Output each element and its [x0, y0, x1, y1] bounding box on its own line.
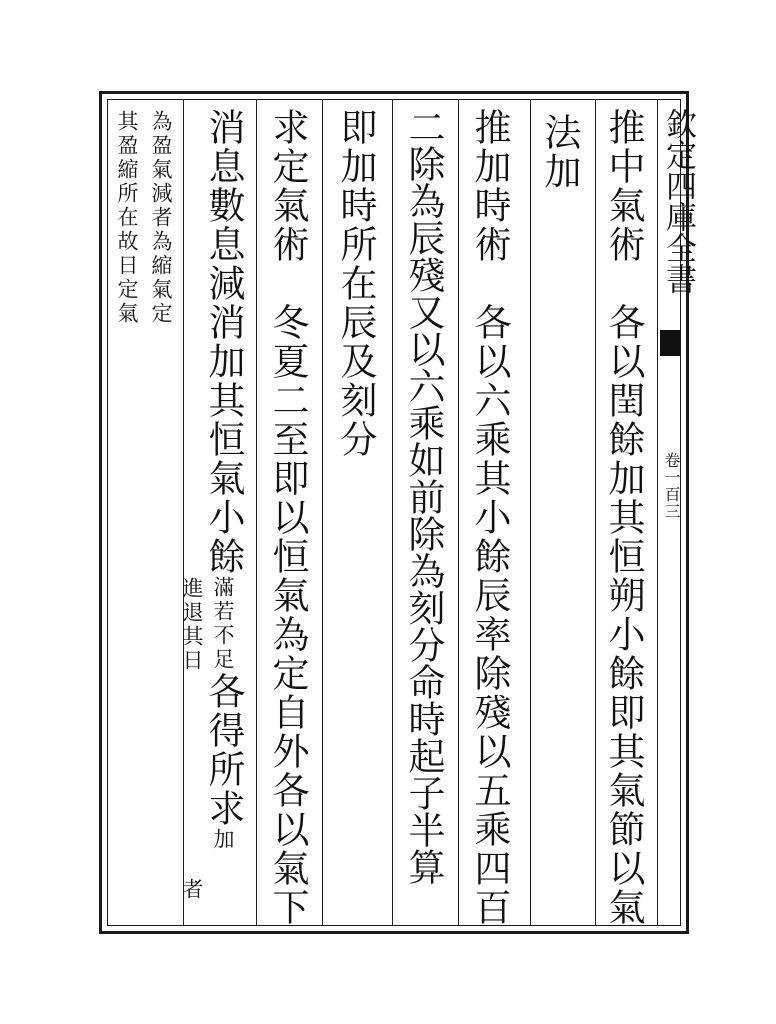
text-column-5 — [334, 108, 377, 459]
annotation-small: 進退其日 — [180, 577, 204, 673]
column-rule — [322, 99, 323, 926]
term-heading: 推中氣術 — [602, 108, 645, 264]
margin-separator — [657, 99, 658, 926]
commentary-line-2: 其盈縮所在故日定氣 — [115, 110, 139, 326]
annotation-small: 滿若不足 — [211, 576, 235, 672]
term-heading: 求定氣術 — [266, 108, 309, 264]
column-rule — [530, 99, 531, 926]
text-column-6 — [266, 108, 309, 927]
book-title: 欽定四庫全書 — [660, 108, 696, 294]
column-rule — [256, 99, 257, 926]
text-run: 冬夏二至即以恒氣為定自外各以氣下 — [266, 303, 309, 927]
fish-tail-mark — [660, 330, 680, 356]
text-column-3 — [468, 108, 511, 927]
annotation-small: 者 — [180, 878, 204, 902]
column-gap — [266, 264, 309, 303]
text-run: 各以閏餘加其恒朔小餘即其氣節以氣 — [602, 303, 645, 927]
commentary-line-1: 為盈氣減者為縮氣定 — [149, 110, 173, 326]
column-rule — [392, 99, 393, 926]
text-column-7 — [202, 108, 245, 852]
text-column-4 — [402, 108, 445, 885]
text-column-2 — [538, 113, 581, 191]
volume-page-number: 卷一百三 — [662, 452, 681, 520]
text-run: 二除為辰殘又以六乘如前除為刻分命時起子半算 — [402, 108, 445, 885]
term-heading: 推加時術 — [468, 108, 511, 264]
column-rule — [458, 99, 459, 926]
column-rule — [595, 99, 596, 926]
text-column-1 — [602, 108, 645, 927]
text-column-8 — [181, 577, 202, 673]
text-run: 各以六乘其小餘辰率除殘以五乘四百 — [468, 303, 511, 927]
text-run: 即加時所在辰及刻分 — [334, 108, 377, 459]
column-gap — [468, 264, 511, 303]
annotation-small: 加 — [211, 828, 235, 852]
column-rule — [183, 99, 184, 926]
text-run: 各得所求 — [202, 672, 245, 828]
text-run: 法加 — [538, 113, 581, 191]
column-gap — [602, 264, 645, 303]
text-run: 消息數息減消加其恒氣小餘 — [202, 108, 245, 576]
